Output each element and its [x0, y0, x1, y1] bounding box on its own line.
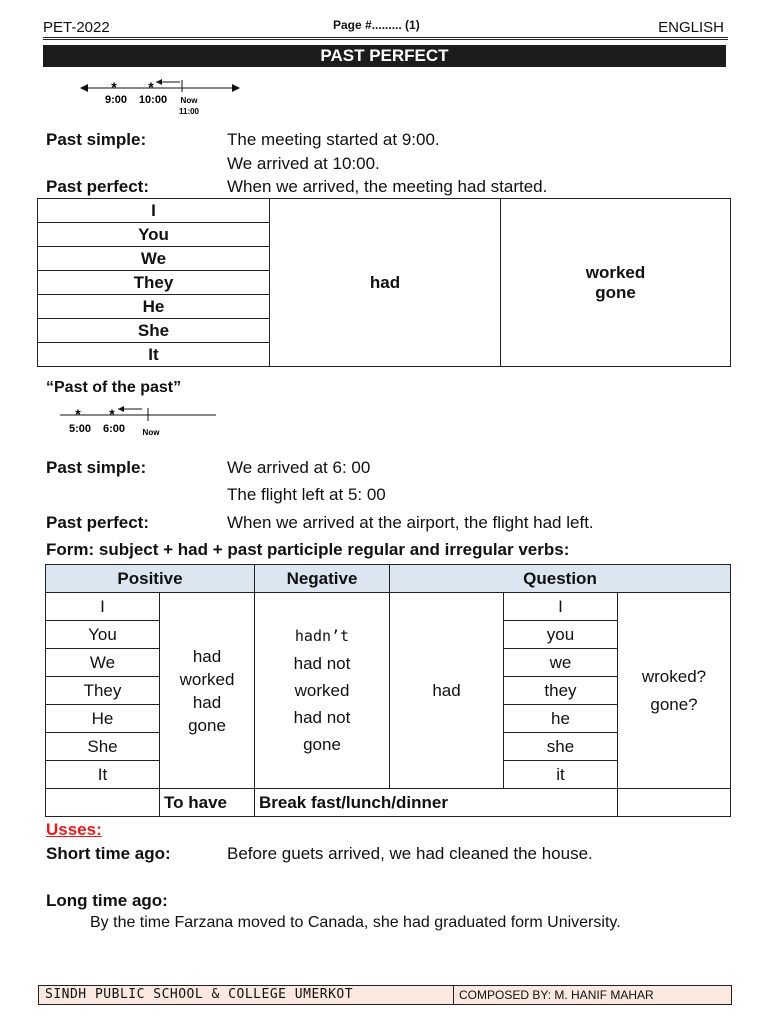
- pronoun-cell: We: [38, 247, 270, 271]
- short-time-text: Before guets arrived, we had cleaned the house.: [227, 844, 593, 863]
- question-line: gone?: [650, 694, 698, 714]
- timeline-1-t1: 9:00: [104, 94, 128, 106]
- school-name: SINDH PUBLIC SCHOOL & COLLEGE UMERKOT: [45, 987, 354, 1002]
- pronoun-cell: We: [46, 649, 160, 677]
- long-time-text: By the time Farzana moved to Canada, she had graduated form University.: [90, 914, 621, 931]
- positive-line: had: [192, 646, 222, 666]
- past-simple-line-1b: We arrived at 10:00.: [227, 154, 380, 173]
- pronoun-cell: They: [38, 271, 270, 295]
- empty-cell: [618, 789, 731, 817]
- header-positive: Positive: [46, 565, 255, 593]
- pronoun-cell: You: [46, 621, 160, 649]
- question-pronoun-cell: she: [504, 733, 618, 761]
- pronoun-cell: You: [38, 223, 270, 247]
- positive-line: had: [192, 692, 222, 712]
- negative-line: had not: [293, 708, 351, 727]
- negative-line: hadn’t: [294, 627, 350, 645]
- to-have-cell: To have: [160, 789, 255, 817]
- page-number: Page #......... (1): [333, 18, 420, 32]
- participle-1: worked: [585, 262, 646, 282]
- page-header: [43, 17, 728, 40]
- timeline-2-now: Now: [142, 428, 160, 437]
- pronoun-cell: It: [38, 343, 270, 367]
- table-row: [46, 789, 731, 817]
- past-perfect-label-1: Past perfect:: [46, 177, 149, 196]
- page-footer: [38, 985, 732, 1005]
- participle-2: gone: [595, 282, 636, 302]
- past-of-past-heading: “Past of the past”: [46, 379, 182, 396]
- pronoun-cell: I: [46, 593, 160, 621]
- table-row: [46, 593, 731, 621]
- timeline-1-t2: 10:00: [138, 94, 168, 106]
- svg-text:*: *: [111, 79, 117, 95]
- pronoun-cell: He: [38, 295, 270, 319]
- question-pronoun-cell: we: [504, 649, 618, 677]
- negative-line: worked: [294, 681, 350, 700]
- header-question: Question: [390, 565, 731, 593]
- forms-table: [45, 564, 731, 817]
- question-pronoun-cell: I: [504, 593, 618, 621]
- positive-cell: [160, 593, 255, 789]
- question-pronoun-cell: you: [504, 621, 618, 649]
- question-participle-cell: [618, 593, 731, 789]
- timeline-2-t1: 5:00: [68, 423, 92, 435]
- pronoun-cell: She: [46, 733, 160, 761]
- negative-line: gone: [303, 735, 341, 754]
- negative-cell: [255, 593, 390, 789]
- svg-text:*: *: [75, 406, 81, 422]
- past-simple-label-2: Past simple:: [46, 458, 147, 477]
- past-simple-line-1a: The meeting started at 9:00.: [227, 130, 440, 149]
- pronoun-cell: It: [46, 761, 160, 789]
- question-line: wroked?: [641, 666, 707, 686]
- timeline-1-now: Now: [180, 96, 198, 105]
- composer-credit: COMPOSED BY: M. HANIF MAHAR: [459, 988, 654, 1002]
- subject-label: ENGLISH: [658, 19, 724, 36]
- pronoun-cell: She: [38, 319, 270, 343]
- footer-divider: [453, 986, 454, 1004]
- timeline-1: [78, 78, 248, 120]
- past-simple-line-2a: We arrived at 6: 00: [227, 458, 371, 477]
- header-negative: Negative: [255, 565, 390, 593]
- past-perfect-label-2: Past perfect:: [46, 513, 149, 532]
- question-pronoun-cell: it: [504, 761, 618, 789]
- past-perfect-text-2: When we arrived at the airport, the flight had left.: [227, 513, 594, 532]
- positive-line: worked: [179, 669, 235, 689]
- svg-text:*: *: [148, 79, 154, 95]
- question-aux-cell: had: [390, 593, 504, 789]
- participle-cell: [501, 199, 731, 367]
- timeline-1-now-time: 11:00: [178, 107, 200, 116]
- short-time-label: Short time ago:: [46, 844, 171, 863]
- past-simple-label-1: Past simple:: [46, 130, 147, 149]
- pronoun-cell: I: [38, 199, 270, 223]
- negative-line: had not: [293, 654, 351, 673]
- empty-cell: [46, 789, 160, 817]
- table-header-row: [46, 565, 731, 593]
- long-time-label: Long time ago:: [46, 891, 168, 910]
- question-pronoun-cell: he: [504, 705, 618, 733]
- past-perfect-text-1: When we arrived, the meeting had started.: [227, 177, 548, 196]
- question-pronoun-cell: they: [504, 677, 618, 705]
- table-row: [38, 199, 731, 223]
- timeline-2-t2: 6:00: [102, 423, 126, 435]
- past-simple-line-2b: The flight left at 5: 00: [227, 485, 386, 504]
- form-heading: Form: subject + had + past participle regular and irregular verbs:: [46, 540, 570, 559]
- exam-label: PET-2022: [43, 19, 110, 36]
- pronoun-cell: They: [46, 677, 160, 705]
- pronoun-table: [37, 198, 731, 367]
- page-title: PAST PERFECT: [43, 45, 726, 67]
- timeline-2: [58, 404, 220, 440]
- aux-cell: had: [270, 199, 501, 367]
- meals-cell: Break fast/lunch/dinner: [255, 789, 618, 817]
- positive-line: gone: [188, 715, 226, 735]
- pronoun-cell: He: [46, 705, 160, 733]
- uses-heading: Usses:: [46, 820, 102, 839]
- svg-text:*: *: [109, 406, 115, 422]
